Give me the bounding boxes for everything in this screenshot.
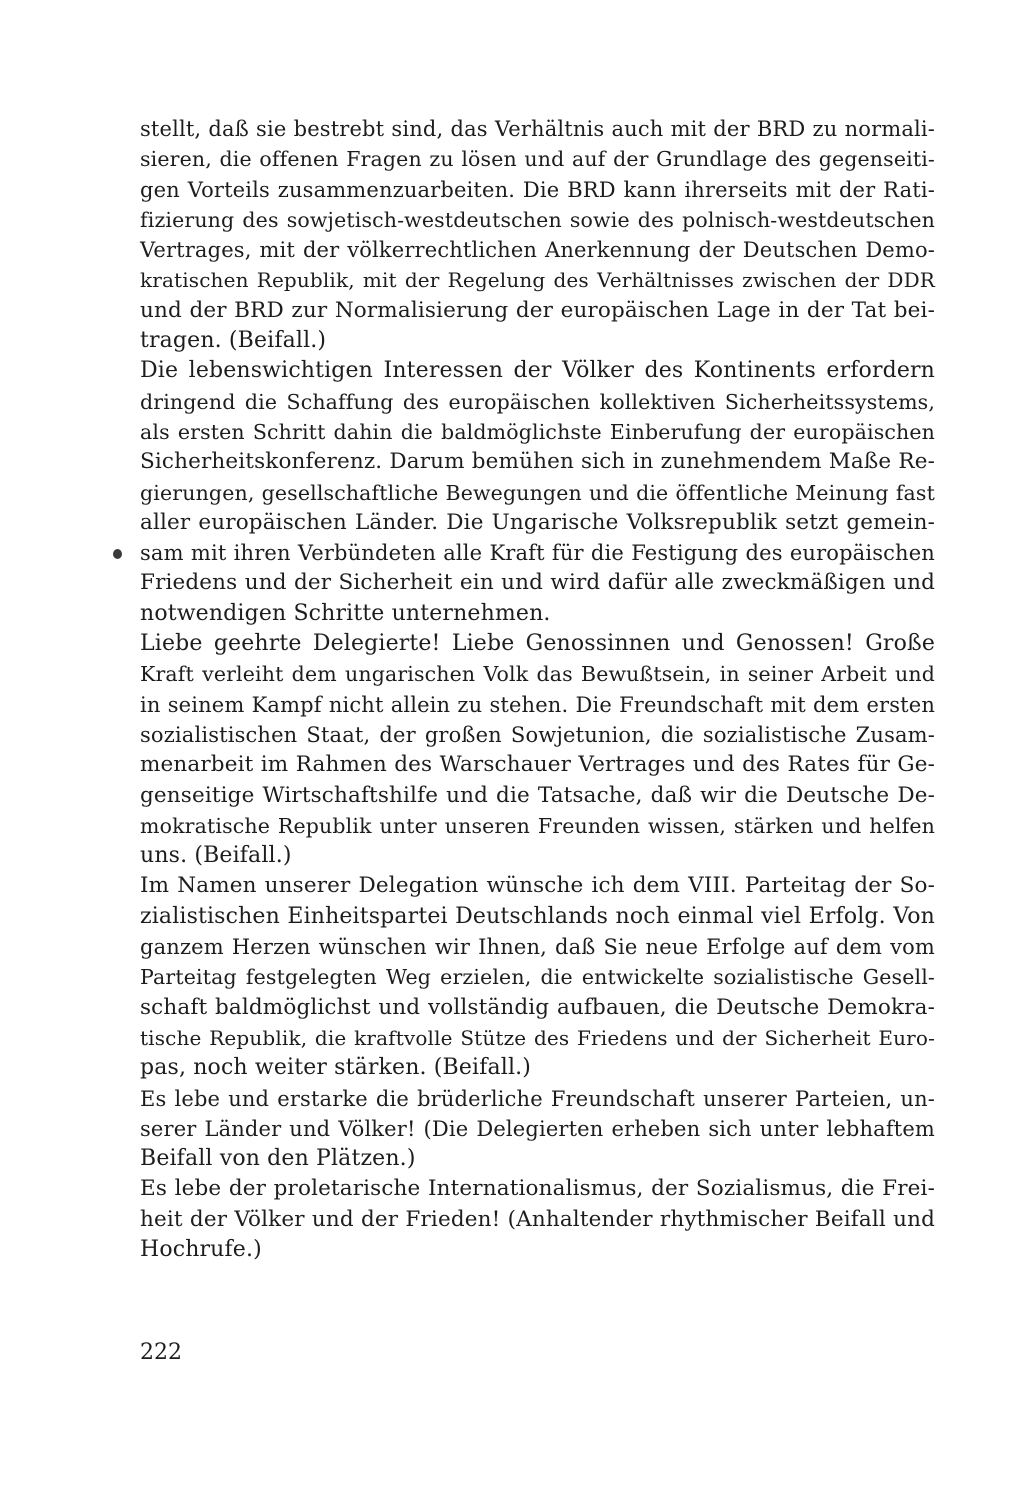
text-line: uns. (Beifall.): [140, 843, 292, 869]
text-line: aller europäischen Länder. Die Ungarische Volksrepublik setzt gemein-: [140, 509, 935, 535]
text-line: Die lebenswichtigen Interessen der Völker des Kontinents erfordern: [140, 358, 935, 384]
text-line: Kraft verleiht dem ungarischen Volk das Bewußtsein, in seiner Arbeit und: [140, 662, 935, 687]
text-line: Es lebe der proletarische Internationalismus, der Sozialismus, die Frei-: [140, 1176, 935, 1202]
page-number: 222: [140, 1340, 182, 1365]
text-line: mokratische Republik unter unseren Freunden wissen, stärken und helfen: [140, 813, 935, 838]
text-line: fizierung des sowjetisch-westdeutschen sowie des polnisch-westdeutschen: [140, 207, 935, 232]
text-line: Im Namen unserer Delegation wünsche ich dem VIII. Parteitag der So-: [140, 873, 935, 899]
text-line: und der BRD zur Normalisierung der europäischen Lage in der Tat bei-: [140, 297, 935, 323]
text-line: sieren, die offenen Fragen zu lösen und auf der Grundlage des gegenseiti-: [140, 147, 935, 172]
body-text: [140, 114, 935, 1265]
text-line: notwendigen Schritte unternehmen.: [140, 600, 551, 626]
text-line: kratischen Republik, mit der Regelung des Verhältnisses zwischen der DDR: [140, 268, 935, 293]
text-line: Beifall von den Plätzen.): [140, 1146, 416, 1172]
text-line: schaft baldmöglichst und vollständig aufbauen, die Deutsche Demokra-: [140, 994, 935, 1020]
text-line: tische Republik, die kraftvolle Stütze des Friedens und der Sicherheit Euro-: [140, 1025, 935, 1050]
text-line: ganzem Herzen wünschen wir Ihnen, daß Sie neue Erfolge auf dem vom: [140, 935, 935, 960]
text-line: sozialistischen Staat, der großen Sowjetunion, die sozialistische Zusam-: [140, 722, 935, 747]
text-line: Friedens und der Sicherheit ein und wird dafür alle zweckmäßigen und: [140, 570, 935, 596]
text-line: gen Vorteils zusammenzuarbeiten. Die BRD kann ihrerseits mit der Rati-: [140, 177, 935, 202]
text-line: heit der Völker und der Frieden! (Anhaltender rhythmischer Beifall und: [140, 1206, 935, 1232]
text-line: als ersten Schritt dahin die baldmöglichste Einberufung der europäischen: [140, 419, 935, 444]
text-line: tragen. (Beifall.): [140, 328, 327, 354]
text-line: serer Länder und Völker! (Die Delegierten erheben sich unter lebhaftem: [140, 1116, 935, 1141]
text-line: Hochrufe.): [140, 1236, 262, 1262]
text-line: sam mit ihren Verbündeten alle Kraft für die Festigung des europäischen: [140, 541, 935, 566]
text-line: Es lebe und erstarke die brüderliche Freundschaft unserer Parteien, un-: [140, 1086, 935, 1111]
text-line: Sicherheitskonferenz. Darum bemühen sich in zunehmendem Maße Re-: [140, 449, 935, 475]
text-line: Liebe geehrte Delegierte! Liebe Genossinnen und Genossen! Große: [140, 631, 935, 657]
ink-dot-mark: [113, 549, 122, 559]
text-line: Vertrages, mit der völkerrechtlichen Anerkennung der Deutschen Demo-: [140, 238, 935, 263]
text-line: menarbeit im Rahmen des Warschauer Vertrages und des Rates für Ge-: [140, 752, 935, 778]
text-line: stellt, daß sie bestrebt sind, das Verhältnis auch mit der BRD zu normali-: [140, 117, 935, 141]
text-line: dringend die Schaffung des europäischen kollektiven Sicherheitssystems,: [140, 389, 935, 414]
text-line: pas, noch weiter stärken. (Beifall.): [140, 1055, 532, 1081]
text-line: Parteitag festgelegten Weg erzielen, die entwickelte sozialistische Gesell-: [140, 965, 935, 990]
text-line: genseitige Wirtschaftshilfe und die Tatsache, daß wir die Deutsche De-: [140, 782, 935, 808]
text-line: zialistischen Einheitspartei Deutschlands noch einmal viel Erfolg. Von: [140, 903, 935, 929]
text-line: gierungen, gesellschaftliche Bewegungen und die öffentliche Meinung fast: [140, 480, 935, 505]
text-line: in seinem Kampf nicht allein zu stehen. Die Freundschaft mit dem ersten: [140, 692, 935, 717]
